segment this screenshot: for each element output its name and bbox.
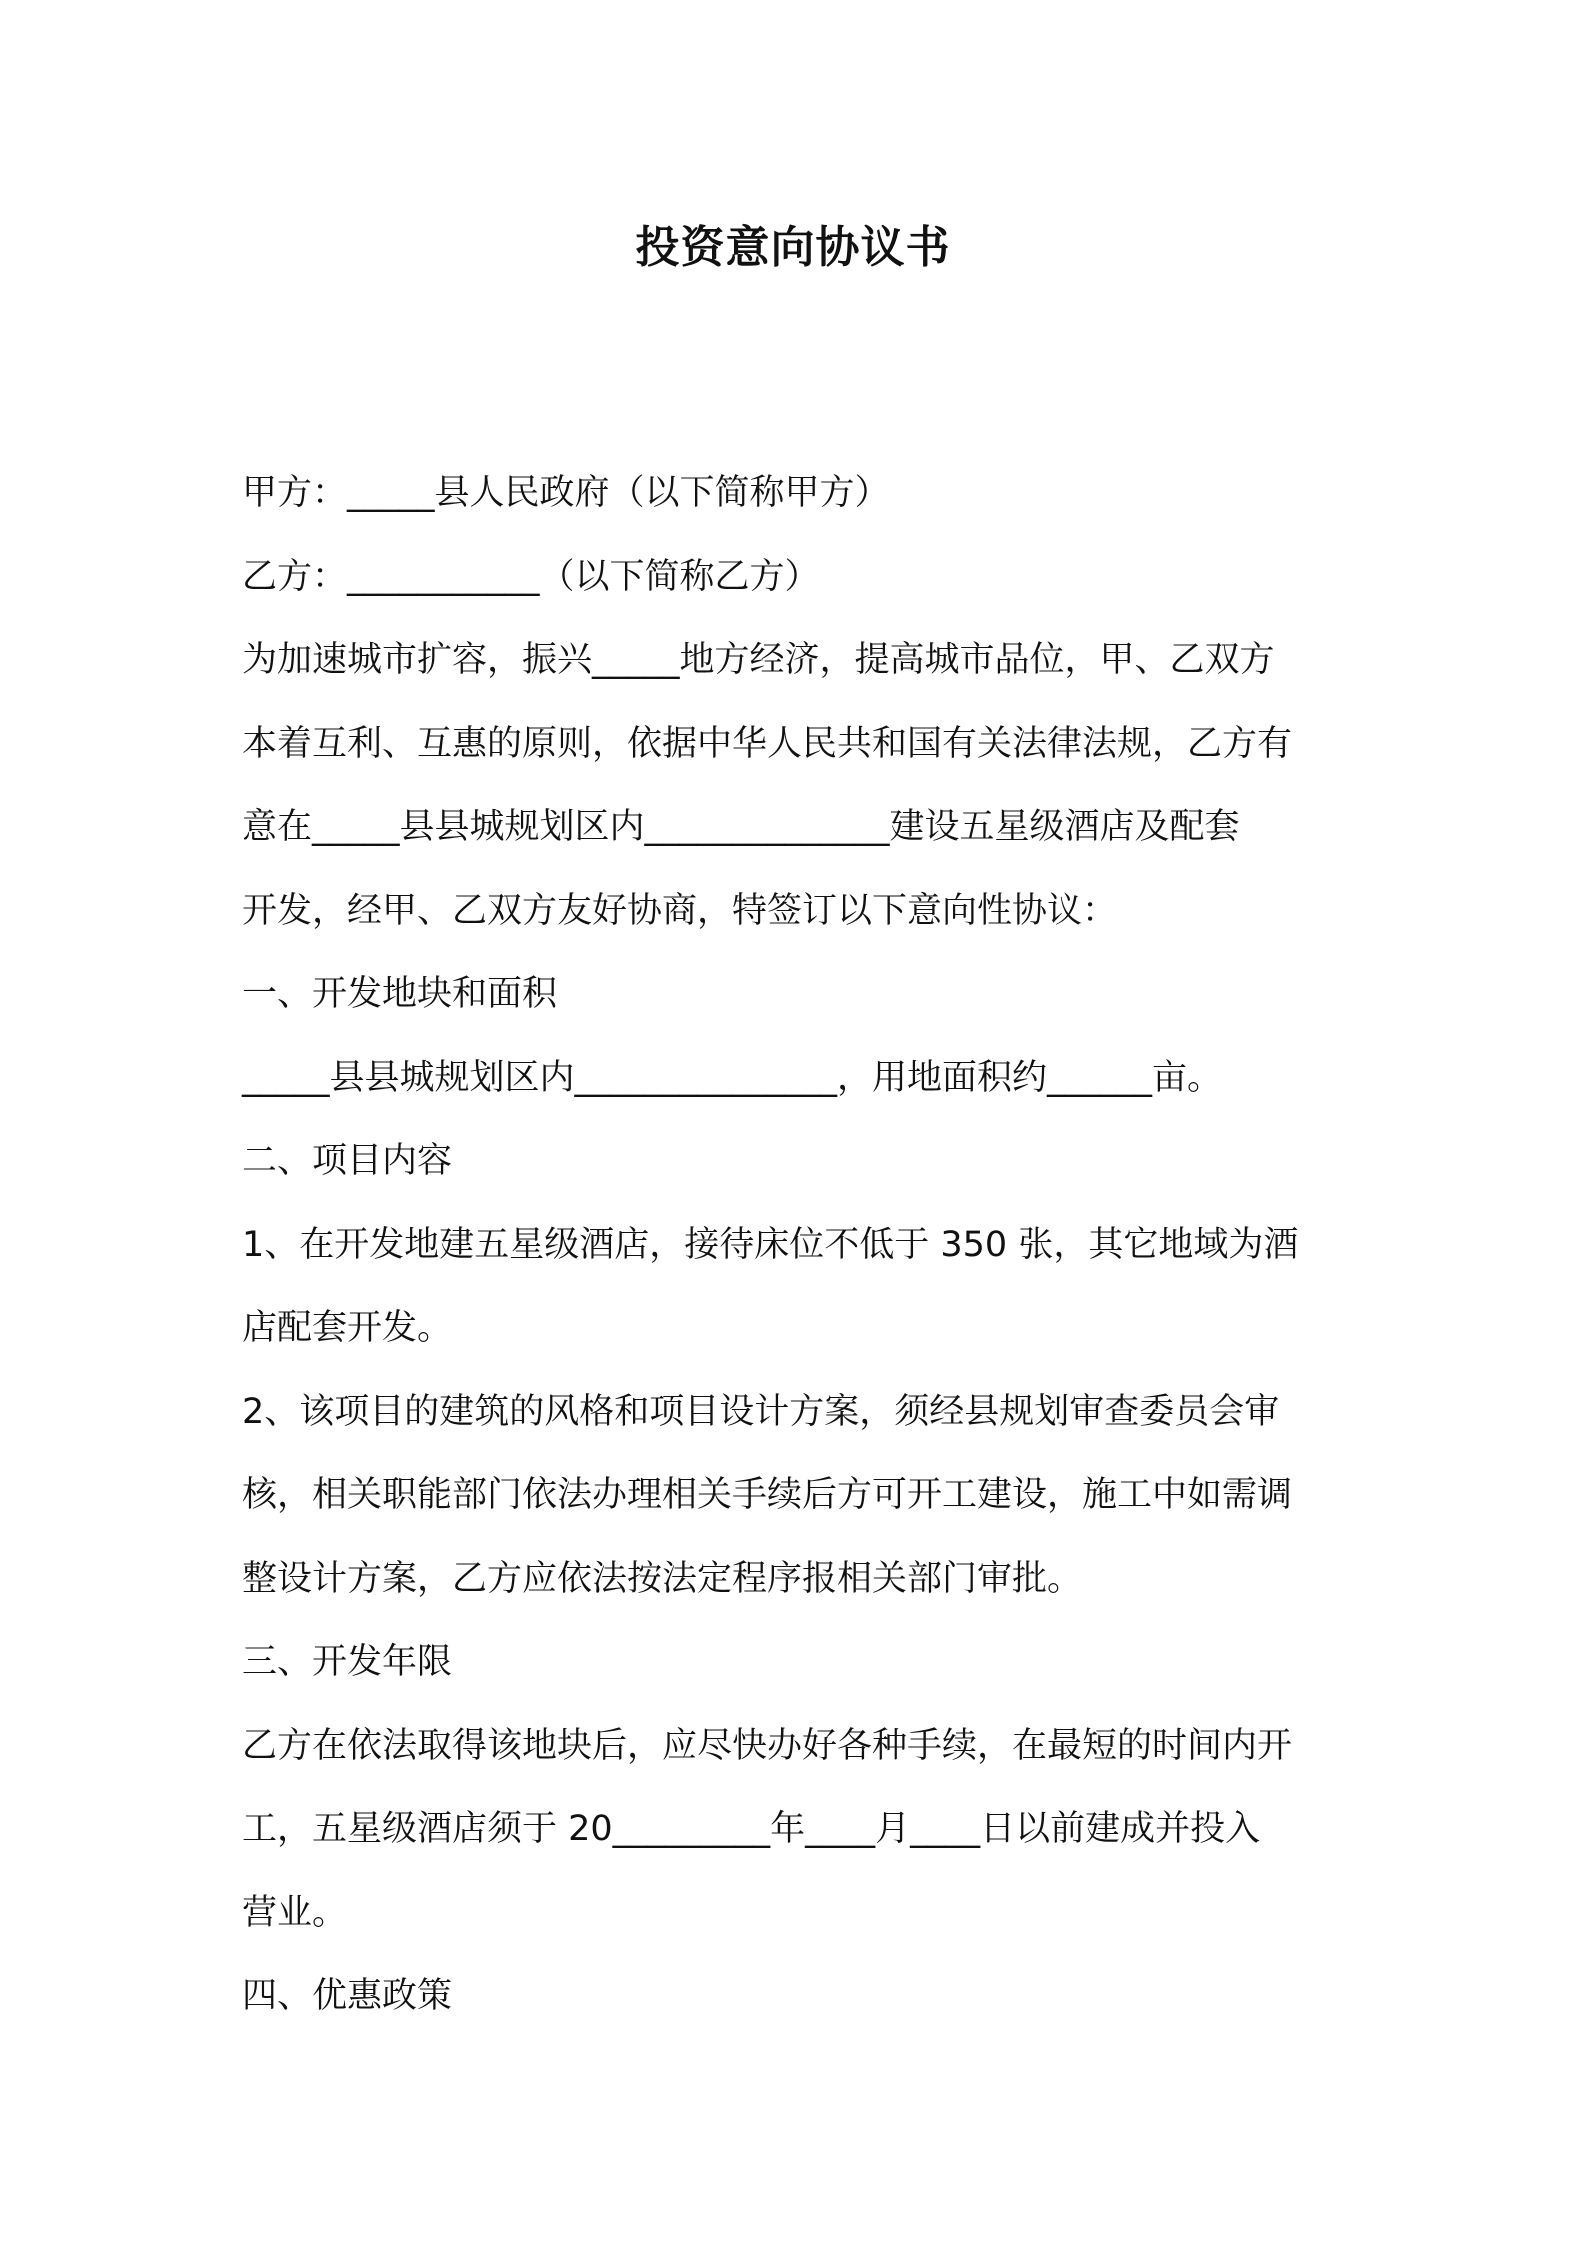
preamble-line: 意在_____县县城规划区内______________建设五星级酒店及配套 (242, 807, 1240, 847)
preamble-line: 本着互利、互惠的原则，依据中华人民共和国有关法律法规，乙方有 (242, 723, 1293, 764)
section-heading-2: 二、项目内容 (242, 1141, 453, 1181)
paragraph-line: 2、该项目的建筑的风格和项目设计方案，须经县规划审查委员会审 (242, 1391, 1280, 1432)
paragraph-line: 店配套开发。 (242, 1308, 453, 1348)
preamble-line: 开发，经甲、乙双方友好协商，特签订以下意向性协议： (242, 890, 1118, 931)
party-a-line: 甲方：_____县人民政府（以下简称甲方） (242, 473, 890, 513)
paragraph-line: 工，五星级酒店须于 20_________年____月____日以前建成并投入 (242, 1809, 1261, 1849)
paragraph-line: 核，相关职能部门依法办理相关手续后方可开工建设，施工中如需调 (242, 1475, 1293, 1515)
section-heading-3: 三、开发年限 (242, 1642, 453, 1682)
party-b-line: 乙方：___________（以下简称乙方） (242, 556, 820, 597)
paragraph-line: _____县县城规划区内_______________，用地面积约______亩。 (242, 1057, 1223, 1098)
paragraph-line: 乙方在依法取得该地块后，应尽快办好各种手续，在最短的时间内开 (242, 1725, 1293, 1766)
paragraph-line: 整设计方案，乙方应依法按法定程序报相关部门审批。 (242, 1558, 1083, 1599)
document-title: 投资意向协议书 (635, 222, 951, 273)
paragraph-line: 1、在开发地建五星级酒店，接待床位不低于 350 张，其它地域为酒 (242, 1224, 1299, 1265)
document-body (242, 452, 1358, 2039)
preamble-line: 为加速城市扩容，振兴_____地方经济，提高城市品位，甲、乙双方 (242, 640, 1275, 680)
paragraph-line: 营业。 (242, 1892, 348, 1933)
section-heading-4: 四、优惠政策 (242, 1976, 453, 2016)
section-heading-1: 一、开发地块和面积 (242, 974, 558, 1014)
